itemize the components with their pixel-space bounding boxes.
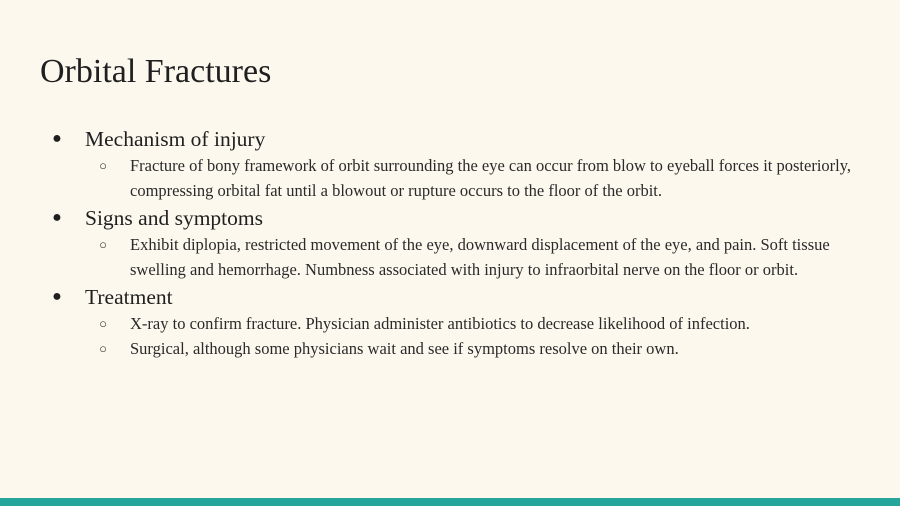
hollow-bullet-icon: ○ — [99, 316, 107, 331]
bullet-treatment — [0, 282, 900, 312]
slide-title: Orbital Fractures — [40, 53, 272, 90]
filled-bullet-icon: ● — [52, 288, 62, 305]
slide-content — [0, 124, 900, 361]
hollow-bullet-icon: ○ — [99, 158, 107, 173]
section-heading: Mechanism of injury — [85, 127, 266, 151]
sub-bullet-text: Exhibit diplopia, restricted movement of the eye, downward displacement of the eye, and pain. Soft tissue swelling and hemorrhage. Numbness associated with injury to infraorbital nerve on the floor or orbit. — [130, 235, 830, 279]
hollow-bullet-icon: ○ — [99, 340, 107, 356]
accent-footer-bar — [0, 498, 900, 506]
hollow-bullet-icon: ○ — [99, 237, 107, 252]
sub-bullet-text: X-ray to confirm fracture. Physician administer antibiotics to decrease likelihood of infection. — [130, 314, 750, 333]
bullet-signs-and-symptoms — [0, 203, 900, 233]
sub-bullet-text: Surgical, although some physicians wait and see if symptoms resolve on their own. — [130, 338, 679, 358]
section-heading: Treatment — [85, 285, 173, 309]
sub-bullet — [0, 337, 900, 362]
section-heading: Signs and symptoms — [85, 206, 263, 230]
bullet-mechanism-of-injury — [0, 124, 900, 154]
filled-bullet-icon: ● — [52, 130, 62, 147]
sub-bullet — [0, 154, 900, 203]
filled-bullet-icon: ● — [52, 209, 62, 226]
sub-bullet — [0, 233, 900, 282]
sub-bullet — [0, 312, 900, 337]
sub-bullet-text: Fracture of bony framework of orbit surrounding the eye can occur from blow to eyeball forces it posteriorly, compressing orbital fat until a blowout or rupture occurs to the floor of the orbit. — [130, 156, 852, 200]
